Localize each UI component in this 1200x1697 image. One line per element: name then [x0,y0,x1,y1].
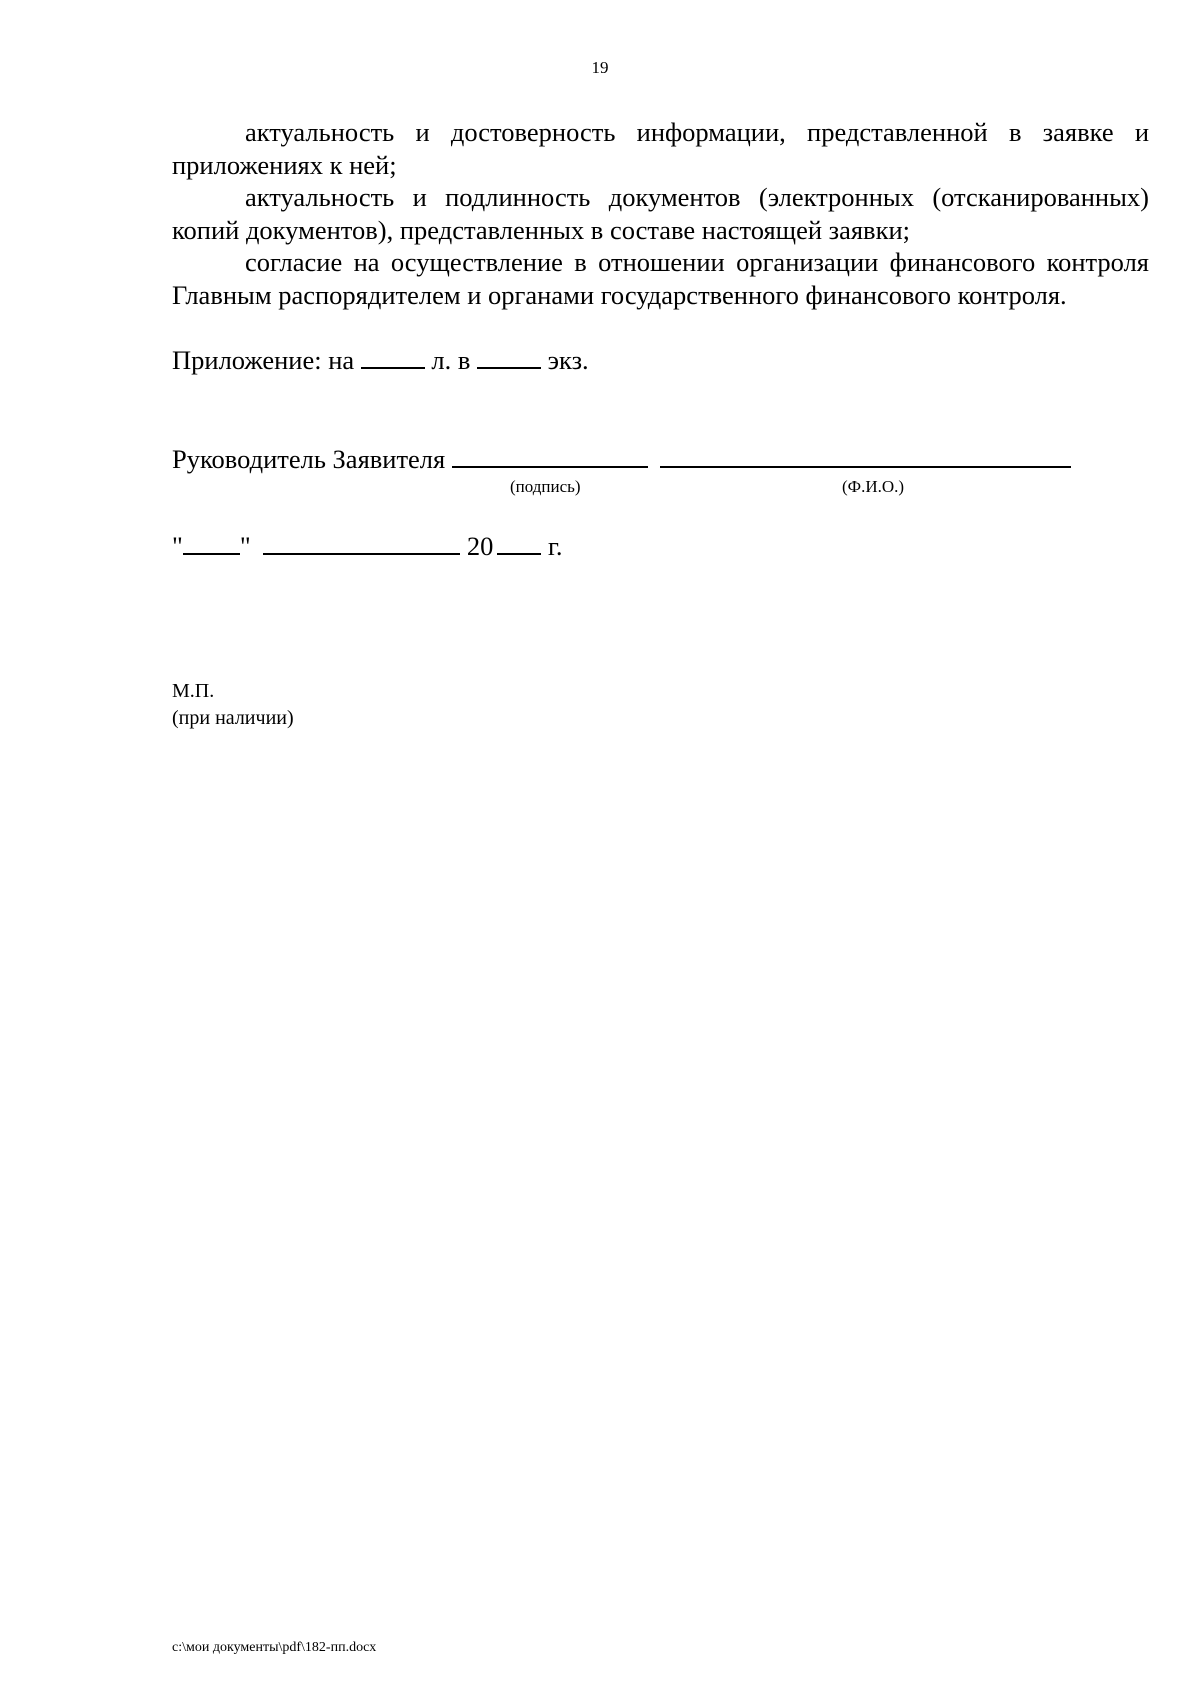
page-number: 19 [591,58,609,77]
appendix-line [172,344,589,376]
date-line [172,530,563,562]
appendix-pages-blank [361,366,425,369]
appendix-copies-blank [477,366,541,369]
stamp-note: (при наличии) [172,707,294,729]
footer-file-path: c:\мои документы\pdf\182-пп.docx [172,1640,377,1655]
stamp-block [172,678,294,732]
signature-blank [452,465,648,468]
name-hint: (Ф.И.О.) [842,477,905,496]
signature-hint: (подпись) [510,477,581,496]
year-suffix: г. [548,531,563,561]
year-prefix: 20 [466,531,494,561]
signature-line [172,443,1071,475]
consent-paragraphs [172,116,1149,311]
stamp-label: М.П. [172,680,215,702]
day-blank [183,552,240,555]
paragraph-relevance-information: актуальность и достоверность информации, представленной в заявке и приложениях к ней; [172,117,1149,180]
quote-close: " [239,531,251,561]
quote-open: " [172,531,183,561]
appendix-suffix: экз. [547,345,589,375]
appendix-prefix: Приложение: на [172,345,355,375]
paragraph-financial-control-consent: согласие на осуществление в отношении организации финансового контроля Главным распорядителем и органами государственного финансового контроля. [172,247,1149,310]
appendix-middle: л. в [431,345,471,375]
year-blank [497,552,541,555]
month-blank [263,552,460,555]
signature-label: Руководитель Заявителя [172,444,446,474]
paragraph-authenticity-documents: актуальность и подлинность документов (электронных (отсканированных) копий документов), представленных в составе настоящей заявки; [172,182,1149,245]
name-blank [660,465,1071,468]
